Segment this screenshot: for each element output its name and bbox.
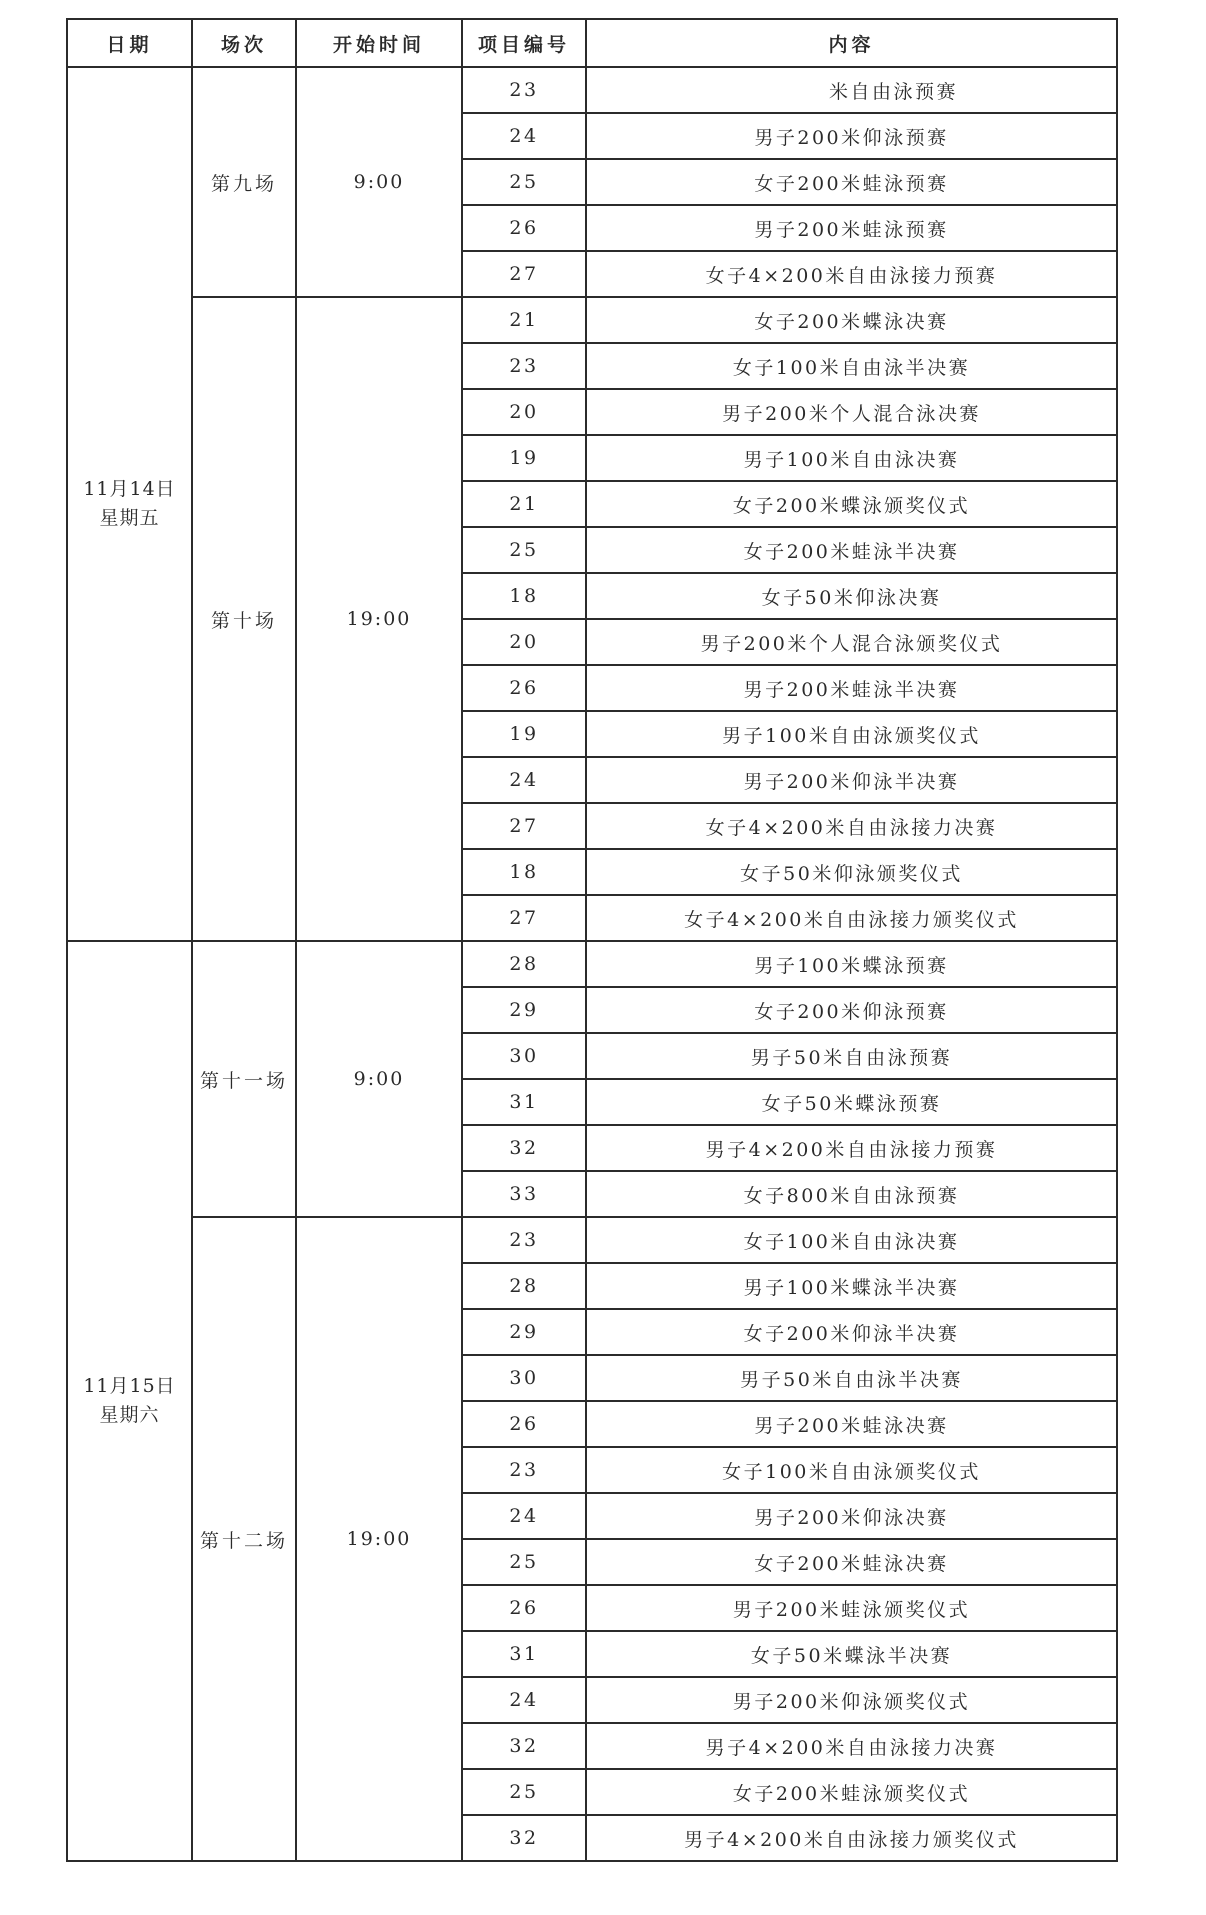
event-number-cell: 26 (463, 206, 587, 252)
event-content-cell: 女子50米蝶泳半决赛 (587, 1632, 1118, 1678)
event-content-cell: 女子200米蛙泳半决赛 (587, 528, 1118, 574)
event-content-cell: 男子200米蛙泳颁奖仪式 (587, 1586, 1118, 1632)
event-number-cell: 21 (463, 482, 587, 528)
event-number-cell: 23 (463, 1218, 587, 1264)
header-start-time: 开始时间 (297, 20, 463, 68)
event-number-cell: 27 (463, 896, 587, 942)
event-content-cell: 女子200米蝶泳颁奖仪式 (587, 482, 1118, 528)
session-cell: 第十二场 (193, 1218, 297, 1862)
event-number-cell: 24 (463, 1494, 587, 1540)
event-number-cell: 28 (463, 942, 587, 988)
event-content-cell: 女子100米自由泳半决赛 (587, 344, 1118, 390)
header-session: 场次 (193, 20, 297, 68)
date-cell (68, 942, 193, 1862)
event-content-cell: 男子100米自由泳颁奖仪式 (587, 712, 1118, 758)
event-content-cell: 男子4×200米自由泳接力决赛 (587, 1724, 1118, 1770)
event-number-cell: 23 (463, 68, 587, 114)
event-number-cell: 26 (463, 1586, 587, 1632)
schedule-table (66, 18, 1118, 1862)
event-number-cell: 32 (463, 1724, 587, 1770)
event-number-cell: 20 (463, 620, 587, 666)
event-number-cell: 27 (463, 252, 587, 298)
event-number-cell: 24 (463, 114, 587, 160)
event-number-cell: 20 (463, 390, 587, 436)
header-date: 日期 (68, 20, 193, 68)
event-content-cell: 男子200米仰泳半决赛 (587, 758, 1118, 804)
event-number-cell: 32 (463, 1126, 587, 1172)
event-number-cell: 25 (463, 160, 587, 206)
event-content-cell: 女子50米仰泳决赛 (587, 574, 1118, 620)
event-number-cell: 25 (463, 1540, 587, 1586)
event-number-cell: 33 (463, 1172, 587, 1218)
event-number-cell: 32 (463, 1816, 587, 1862)
event-content-cell: 女子200米仰泳半决赛 (587, 1310, 1118, 1356)
event-content-cell: 男子50米自由泳半决赛 (587, 1356, 1118, 1402)
date-cell (68, 68, 193, 942)
event-content-cell: 男子4×200米自由泳接力颁奖仪式 (587, 1816, 1118, 1862)
weekday-text: 星期五 (99, 507, 160, 529)
weekday-text: 星期六 (99, 1404, 160, 1426)
event-number-cell: 27 (463, 804, 587, 850)
event-number-cell: 26 (463, 666, 587, 712)
event-content-cell: 男子200米仰泳预赛 (587, 114, 1118, 160)
event-content-cell: 男子4×200米自由泳接力预赛 (587, 1126, 1118, 1172)
start-time-cell: 19:00 (297, 298, 463, 942)
event-number-cell: 23 (463, 344, 587, 390)
event-number-cell: 23 (463, 1448, 587, 1494)
event-content-cell: 女子4×200米自由泳接力预赛 (587, 252, 1118, 298)
event-content-cell: 米自由泳预赛 (587, 68, 1118, 114)
event-number-cell: 31 (463, 1080, 587, 1126)
start-time-cell: 9:00 (297, 942, 463, 1218)
start-time-cell: 9:00 (297, 68, 463, 298)
event-number-cell: 25 (463, 1770, 587, 1816)
header-content: 内容 (587, 20, 1118, 68)
event-content-cell: 女子50米仰泳颁奖仪式 (587, 850, 1118, 896)
event-number-cell: 19 (463, 436, 587, 482)
event-number-cell: 30 (463, 1356, 587, 1402)
event-content-cell: 女子100米自由泳决赛 (587, 1218, 1118, 1264)
event-content-cell: 女子100米自由泳颁奖仪式 (587, 1448, 1118, 1494)
event-content-cell: 女子800米自由泳预赛 (587, 1172, 1118, 1218)
event-content-cell: 男子200米蛙泳预赛 (587, 206, 1118, 252)
event-number-cell: 29 (463, 1310, 587, 1356)
event-number-cell: 25 (463, 528, 587, 574)
event-content-cell: 女子200米仰泳预赛 (587, 988, 1118, 1034)
event-number-cell: 31 (463, 1632, 587, 1678)
event-number-cell: 29 (463, 988, 587, 1034)
session-cell: 第十场 (193, 298, 297, 942)
event-content-cell: 男子100米自由泳决赛 (587, 436, 1118, 482)
event-content-cell: 女子4×200米自由泳接力颁奖仪式 (587, 896, 1118, 942)
event-content-cell: 男子100米蝶泳半决赛 (587, 1264, 1118, 1310)
event-content-cell: 女子50米蝶泳预赛 (587, 1080, 1118, 1126)
event-number-cell: 26 (463, 1402, 587, 1448)
event-number-cell: 28 (463, 1264, 587, 1310)
event-content-cell: 男子100米蝶泳预赛 (587, 942, 1118, 988)
event-content-cell: 女子200米蛙泳预赛 (587, 160, 1118, 206)
date-text: 11月14日 (83, 478, 176, 500)
event-number-cell: 19 (463, 712, 587, 758)
event-content-cell: 男子200米蛙泳决赛 (587, 1402, 1118, 1448)
event-content-cell: 男子200米仰泳决赛 (587, 1494, 1118, 1540)
event-content-cell: 男子200米仰泳颁奖仪式 (587, 1678, 1118, 1724)
event-content-cell: 女子4×200米自由泳接力决赛 (587, 804, 1118, 850)
start-time-cell: 19:00 (297, 1218, 463, 1862)
event-number-cell: 18 (463, 850, 587, 896)
event-content-cell: 女子200米蛙泳颁奖仪式 (587, 1770, 1118, 1816)
session-cell: 第十一场 (193, 942, 297, 1218)
session-cell: 第九场 (193, 68, 297, 298)
event-number-cell: 24 (463, 758, 587, 804)
event-content-cell: 男子200米个人混合泳颁奖仪式 (587, 620, 1118, 666)
event-content-cell: 男子50米自由泳预赛 (587, 1034, 1118, 1080)
date-text: 11月15日 (83, 1375, 176, 1397)
event-number-cell: 24 (463, 1678, 587, 1724)
event-content-cell: 男子200米蛙泳半决赛 (587, 666, 1118, 712)
header-event-number: 项目编号 (463, 20, 587, 68)
event-content-cell: 女子200米蛙泳决赛 (587, 1540, 1118, 1586)
event-number-cell: 30 (463, 1034, 587, 1080)
event-content-cell: 女子200米蝶泳决赛 (587, 298, 1118, 344)
event-number-cell: 18 (463, 574, 587, 620)
event-content-cell: 男子200米个人混合泳决赛 (587, 390, 1118, 436)
event-number-cell: 21 (463, 298, 587, 344)
